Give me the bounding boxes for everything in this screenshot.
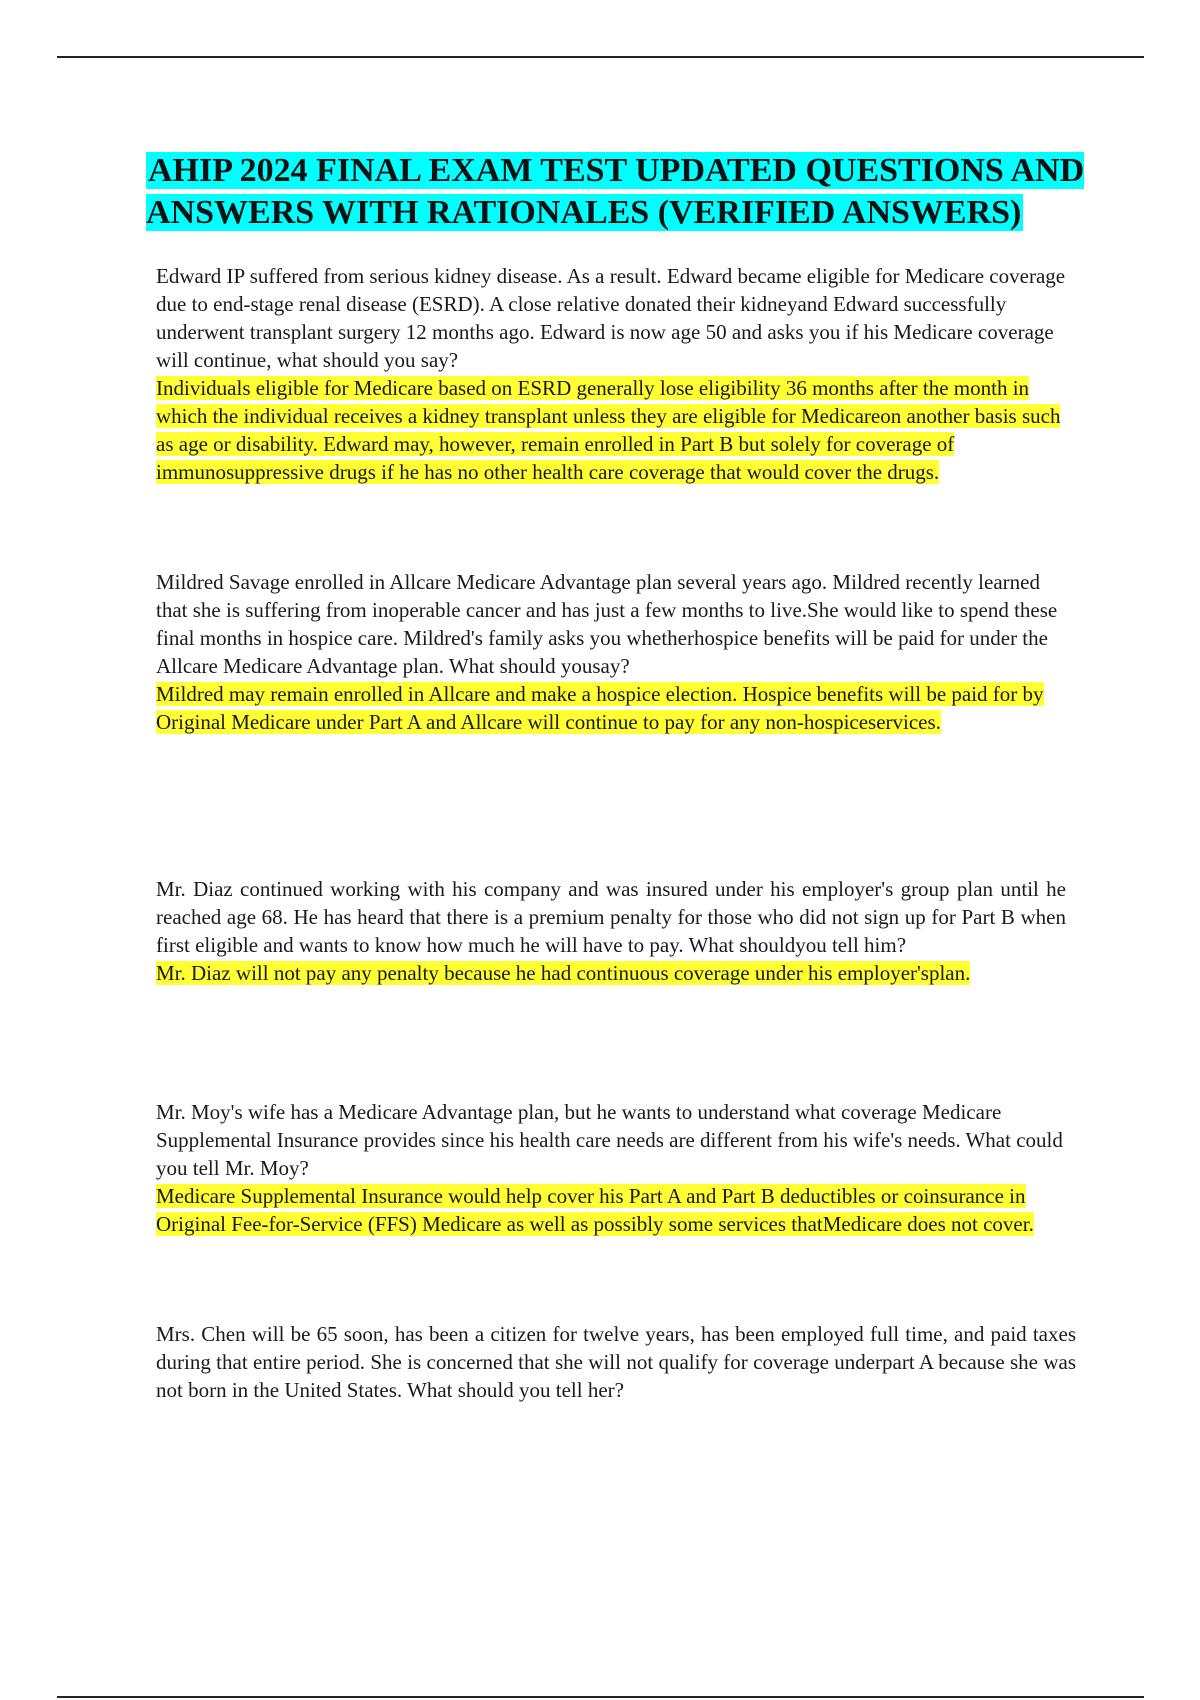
qa-item	[156, 568, 1071, 736]
qa-item	[156, 1098, 1071, 1238]
answer-text	[156, 680, 1071, 736]
answer-highlight: Medicare Supplemental Insurance would help cover his Part A and Part B deductibles or coinsurance in Original Fee-for-Service (FFS) Medicare as well as possibly some services thatMedicare does not cover.	[156, 1184, 1034, 1236]
qa-item	[156, 1320, 1076, 1404]
qa-item	[156, 875, 1066, 987]
answer-highlight: Mr. Diaz will not pay any penalty because he had continuous coverage under his employer'splan.	[156, 961, 971, 985]
answer-text	[156, 959, 1066, 987]
title-highlight: AHIP 2024 FINAL EXAM TEST UPDATED QUESTIONS AND ANSWERS WITH RATIONALES (VERIFIED ANSWERS)	[146, 152, 1085, 231]
qa-item	[156, 262, 1066, 486]
top-rule	[57, 56, 1144, 58]
question-text: Mr. Diaz continued working with his company and was insured under his employer's group plan until he reached age 68. He has heard that there is a premium penalty for those who did not sign up for Part B when first eligible and wants to know how much he will have to pay. What shouldyou tell him?	[156, 877, 1066, 957]
question-text: Mildred Savage enrolled in Allcare Medicare Advantage plan several years ago. Mildred recently learned that she is suffering from inoperable cancer and has just a few months to live.She would like to spend these final months in hospice care. Mildred's family asks you whetherhospice benefits will be paid for under the Allcare Medicare Advantage plan. What should yousay?	[156, 570, 1058, 678]
bottom-rule	[57, 1696, 1144, 1698]
answer-text	[156, 1182, 1071, 1238]
question-text: Mr. Moy's wife has a Medicare Advantage plan, but he wants to understand what coverage Medicare Supplemental Insurance provides since his health care needs are different from his wife's needs. What could you tell Mr. Moy?	[156, 1100, 1063, 1180]
answer-highlight: Individuals eligible for Medicare based on ESRD generally lose eligibility 36 months after the month in which the individual receives a kidney transplant unless they are eligible for Medicareon another basis such as age or disability. Edward may, however, remain enrolled in Part B but solely for coverage of immunosuppressive drugs if he has no other health care coverage that would cover the drugs.	[156, 376, 1061, 484]
question-text: Mrs. Chen will be 65 soon, has been a citizen for twelve years, has been employed full time, and paid taxes during that entire period. She is concerned that she will not qualify for coverage underpart A because she was not born in the United States. What should you tell her?	[156, 1322, 1076, 1402]
answer-highlight: Mildred may remain enrolled in Allcare and make a hospice election. Hospice benefits will be paid for by Original Medicare under Part A and Allcare will continue to pay for any non-hospiceservices.	[156, 682, 1044, 734]
question-text: Edward IP suffered from serious kidney disease. As a result. Edward became eligible for Medicare coverage due to end-stage renal disease (ESRD). A close relative donated their kidneyand Edward successfully underwent transplant surgery 12 months ago. Edward is now age 50 and asks you if his Medicare coverage will continue, what should you say?	[156, 264, 1066, 372]
answer-text	[156, 374, 1066, 486]
document-title	[146, 150, 1156, 234]
